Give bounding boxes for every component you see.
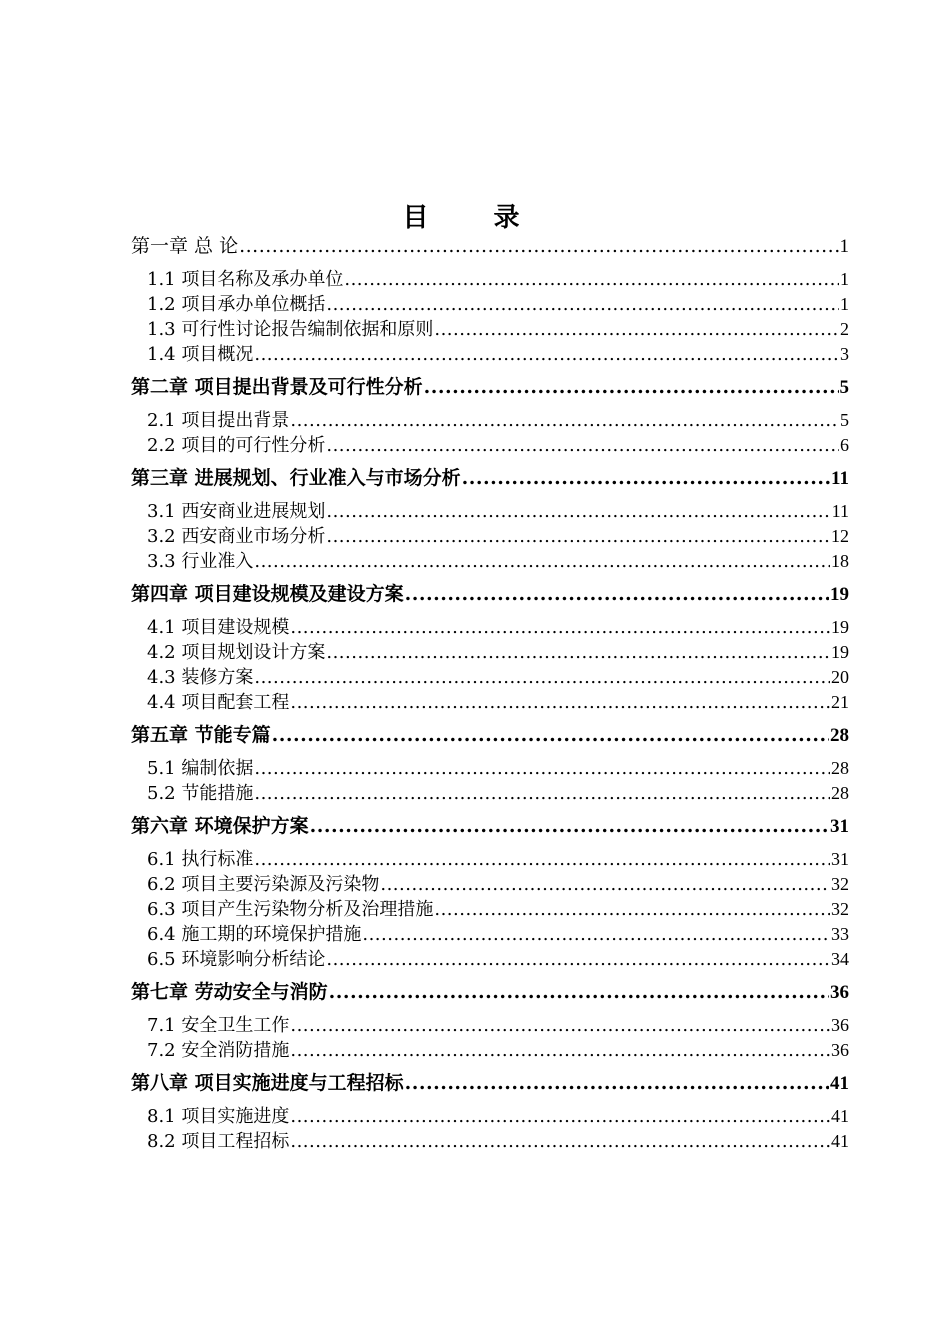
toc-section-entry[interactable] — [131, 433, 849, 458]
table-of-contents — [131, 234, 849, 1154]
toc-page-number: 36 — [831, 1040, 849, 1060]
toc-section-entry[interactable] — [131, 781, 849, 806]
toc-dot-leader — [362, 922, 830, 947]
toc-chapter-entry[interactable] — [131, 1071, 849, 1096]
toc-section-entry[interactable] — [131, 499, 849, 524]
toc-section-entry[interactable] — [131, 665, 849, 690]
toc-section-entry[interactable] — [131, 690, 849, 715]
toc-entry-label: 6.5 环境影响分析结论 — [147, 949, 326, 970]
toc-page-number: 36 — [830, 982, 849, 1003]
toc-page-number: 3 — [840, 344, 849, 364]
toc-page-number: 2 — [840, 319, 849, 339]
toc-dot-leader — [254, 756, 830, 781]
toc-section-entry[interactable] — [131, 922, 849, 947]
toc-dot-leader — [329, 980, 829, 1005]
toc-dot-leader — [254, 342, 839, 367]
toc-dot-leader — [290, 1038, 830, 1063]
toc-dot-leader — [326, 640, 830, 665]
toc-page-number: 28 — [831, 758, 849, 778]
toc-dot-leader — [290, 1104, 830, 1129]
toc-dot-leader — [290, 1129, 830, 1154]
toc-dot-leader — [344, 267, 839, 292]
toc-dot-leader — [326, 292, 839, 317]
toc-entry-label: 第八章 项目实施进度与工程招标 — [131, 1072, 404, 1094]
toc-dot-leader — [310, 814, 829, 839]
toc-section-entry[interactable] — [131, 847, 849, 872]
toc-dot-leader — [290, 615, 830, 640]
toc-page-number: 1 — [840, 269, 849, 289]
toc-page-number: 19 — [831, 642, 849, 662]
toc-section-entry[interactable] — [131, 897, 849, 922]
toc-page-number: 11 — [831, 501, 849, 521]
toc-section-entry[interactable] — [131, 615, 849, 640]
toc-dot-leader — [405, 582, 829, 607]
toc-entry-label: 第一章 总 论 — [131, 235, 239, 257]
toc-chapter-entry[interactable] — [131, 814, 849, 839]
toc-entry-label: 1.4 项目概况 — [147, 344, 254, 365]
toc-entry-label: 7.1 安全卫生工作 — [147, 1015, 290, 1036]
toc-chapter-entry[interactable] — [131, 723, 849, 748]
toc-page-number: 19 — [831, 617, 849, 637]
toc-section-entry[interactable] — [131, 524, 849, 549]
toc-page-number: 21 — [831, 692, 849, 712]
toc-section-entry[interactable] — [131, 872, 849, 897]
toc-entry-label: 8.1 项目实施进度 — [147, 1106, 290, 1127]
toc-page-number: 18 — [831, 551, 849, 571]
toc-dot-leader — [254, 847, 830, 872]
toc-dot-leader — [290, 1013, 830, 1038]
toc-page-number: 41 — [831, 1106, 849, 1126]
toc-page-number: 32 — [831, 874, 849, 894]
toc-page-number: 5 — [840, 410, 849, 430]
toc-title: 目 录 — [402, 203, 548, 234]
toc-dot-leader — [380, 872, 830, 897]
toc-entry-label: 2.2 项目的可行性分析 — [147, 435, 326, 456]
toc-entry-label: 8.2 项目工程招标 — [147, 1131, 290, 1152]
toc-dot-leader — [290, 408, 839, 433]
toc-entry-label: 3.1 西安商业进展规划 — [147, 501, 326, 522]
toc-entry-label: 第七章 劳动安全与消防 — [131, 981, 328, 1003]
toc-chapter-entry[interactable] — [131, 582, 849, 607]
toc-dot-leader — [434, 897, 830, 922]
toc-page-number: 5 — [839, 377, 849, 398]
toc-page-number: 11 — [831, 468, 849, 489]
toc-entry-label: 3.2 西安商业市场分析 — [147, 526, 326, 547]
toc-dot-leader — [326, 433, 839, 458]
toc-entry-label: 6.2 项目主要污染源及污染物 — [147, 874, 380, 895]
toc-page-number: 28 — [830, 725, 849, 746]
toc-page-number: 20 — [831, 667, 849, 687]
toc-dot-leader — [434, 317, 839, 342]
toc-entry-label: 4.3 装修方案 — [147, 667, 254, 688]
toc-section-entry[interactable] — [131, 1129, 849, 1154]
toc-chapter-entry[interactable] — [131, 980, 849, 1005]
toc-section-entry[interactable] — [131, 1013, 849, 1038]
toc-entry-label: 第二章 项目提出背景及可行性分析 — [131, 376, 423, 398]
toc-dot-leader — [254, 665, 830, 690]
toc-entry-label: 6.1 执行标准 — [147, 849, 254, 870]
toc-page-number: 1 — [839, 236, 849, 257]
toc-section-entry[interactable] — [131, 640, 849, 665]
toc-entry-label: 5.1 编制依据 — [147, 758, 254, 779]
toc-section-entry[interactable] — [131, 408, 849, 433]
toc-entry-label: 第六章 环境保护方案 — [131, 815, 309, 837]
toc-page-number: 31 — [831, 849, 849, 869]
toc-page-number: 6 — [840, 435, 849, 455]
toc-dot-leader — [326, 499, 830, 524]
toc-dot-leader — [405, 1071, 829, 1096]
toc-entry-label: 7.2 安全消防措施 — [147, 1040, 290, 1061]
toc-chapter-entry[interactable] — [131, 466, 849, 491]
toc-page-number: 41 — [830, 1073, 849, 1094]
toc-page-number: 41 — [831, 1131, 849, 1151]
toc-section-entry[interactable] — [131, 317, 849, 342]
toc-entry-label: 第四章 项目建设规模及建设方案 — [131, 583, 404, 605]
toc-dot-leader — [290, 690, 830, 715]
toc-entry-label: 6.4 施工期的环境保护措施 — [147, 924, 362, 945]
toc-dot-leader — [272, 723, 829, 748]
toc-page-number: 28 — [831, 783, 849, 803]
toc-entry-label: 2.1 项目提出背景 — [147, 410, 290, 431]
toc-entry-label: 第三章 进展规划、行业准入与市场分析 — [131, 467, 461, 489]
toc-section-entry[interactable] — [131, 947, 849, 972]
toc-page-number: 34 — [831, 949, 849, 969]
toc-page-number: 33 — [831, 924, 849, 944]
toc-section-entry[interactable] — [131, 1038, 849, 1063]
toc-page-number: 31 — [830, 816, 849, 837]
toc-section-entry[interactable] — [131, 342, 849, 367]
toc-entry-label: 3.3 行业准入 — [147, 551, 254, 572]
toc-entry-label: 第五章 节能专篇 — [131, 724, 271, 746]
toc-entry-label: 4.2 项目规划设计方案 — [147, 642, 326, 663]
toc-section-entry[interactable] — [131, 756, 849, 781]
toc-entry-label: 1.3 可行性讨论报告编制依据和原则 — [147, 319, 434, 340]
toc-entry-label: 1.1 项目名称及承办单位 — [147, 269, 344, 290]
toc-page-number: 19 — [830, 584, 849, 605]
toc-dot-leader — [239, 234, 838, 259]
toc-page-number: 1 — [840, 294, 849, 314]
toc-section-entry[interactable] — [131, 267, 849, 292]
toc-page-number: 12 — [831, 526, 849, 546]
toc-entry-label: 6.3 项目产生污染物分析及治理措施 — [147, 899, 434, 920]
toc-entry-label: 1.2 项目承办单位概括 — [147, 294, 326, 315]
toc-section-entry[interactable] — [131, 1104, 849, 1129]
toc-section-entry[interactable] — [131, 549, 849, 574]
toc-entry-label: 4.4 项目配套工程 — [147, 692, 290, 713]
toc-chapter-entry[interactable] — [131, 234, 849, 259]
toc-dot-leader — [254, 781, 830, 806]
toc-page-number: 36 — [831, 1015, 849, 1035]
toc-dot-leader — [254, 549, 830, 574]
toc-dot-leader — [424, 375, 839, 400]
toc-entry-label: 4.1 项目建设规模 — [147, 617, 290, 638]
toc-entry-label: 5.2 节能措施 — [147, 783, 254, 804]
toc-section-entry[interactable] — [131, 292, 849, 317]
toc-chapter-entry[interactable] — [131, 375, 849, 400]
toc-dot-leader — [326, 947, 830, 972]
toc-dot-leader — [462, 466, 830, 491]
toc-page-number: 32 — [831, 899, 849, 919]
toc-dot-leader — [326, 524, 830, 549]
